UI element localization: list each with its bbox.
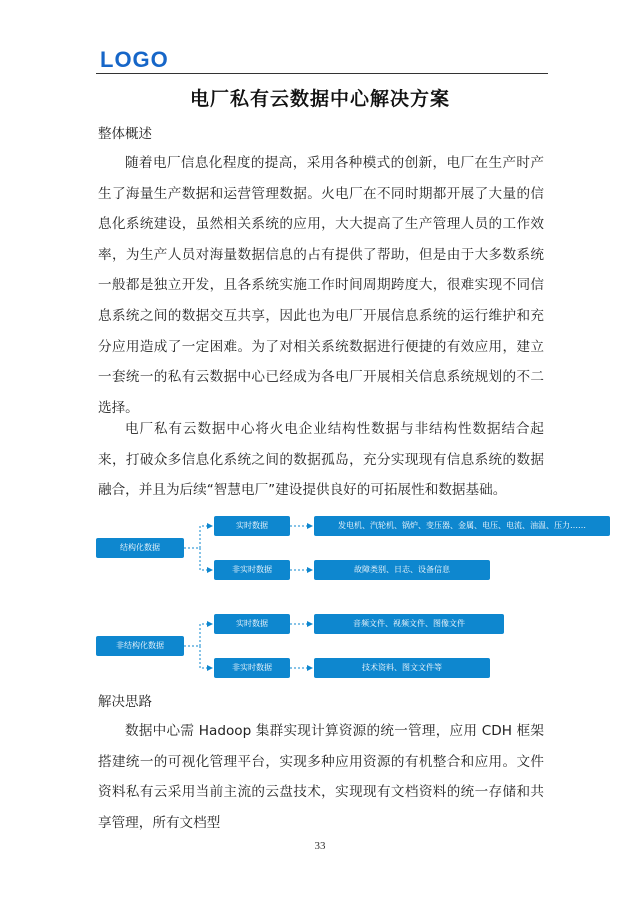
unstructured-nonrealtime-detail: 技术资料、图文文件等 (314, 658, 490, 678)
structured-realtime-box: 实时数据 (214, 516, 290, 536)
unstructured-data-box: 非结构化数据 (96, 636, 184, 656)
overview-paragraph-2: 电厂私有云数据中心将火电企业结构性数据与非结构性数据结合起来，打破众多信息化系统之间的数据孤岛，充分实现现有信息系统的数据融合，并且为后续“智慧电厂”建设提供良好的可拓展性和数据基础。 (98, 421, 544, 499)
unstructured-realtime-box: 实时数据 (214, 614, 290, 634)
page-number: 33 (314, 840, 326, 852)
structured-nonrealtime-box: 非实时数据 (214, 560, 290, 580)
section-heading-approach: 解决思路 (98, 694, 152, 710)
page-title: 电厂私有云数据中心解决方案 (189, 88, 450, 110)
section-heading-overview: 整体概述 (98, 126, 152, 142)
structured-data-box: 结构化数据 (96, 538, 184, 558)
data-classification-diagram (94, 512, 614, 684)
approach-paragraph-1: 数据中心需 Hadoop 集群实现计算资源的统一管理，应用 CDH 框架搭建统一的可视化管理平台，实现多种应用资源的有机整合和应用。文件资料私有云采用当前主流的云盘技术，实现现有文档资料的统一存储和共享管理，所有文档型 (98, 723, 544, 831)
overview-paragraph-1: 随着电厂信息化程度的提高，采用各种模式的创新，电厂在生产时产生了海量生产数据和运营管理数据。火电厂在不同时期都开展了大量的信息化系统建设，虽然相关系统的应用，大大提高了生产管理人员的工作效率，为生产人员对海量数据信息的占有提供了帮助，但是由于大多数系统一般都是独立开发，且各系统实施工作时间周期跨度大，很难实现不同信息系统之间的数据交互共享，因此也为电厂开展信息系统的运行维护和充分应用造成了一定困难。为了对相关系统数据进行便捷的有效应用，建立一套统一的私有云数据中心已经成为各电厂开展相关信息系统规划的不二选择。 (98, 155, 544, 416)
unstructured-realtime-detail: 音频文件、视频文件、图像文件 (314, 614, 504, 634)
structured-nonrealtime-detail: 故障类别、日志、设备信息 (314, 560, 490, 580)
unstructured-nonrealtime-box: 非实时数据 (214, 658, 290, 678)
logo: LOGO (100, 47, 169, 72)
header-divider (96, 73, 548, 74)
structured-realtime-detail: 发电机、汽轮机、锅炉、变压器、金属、电压、电流、油温、压力…… (314, 516, 610, 536)
